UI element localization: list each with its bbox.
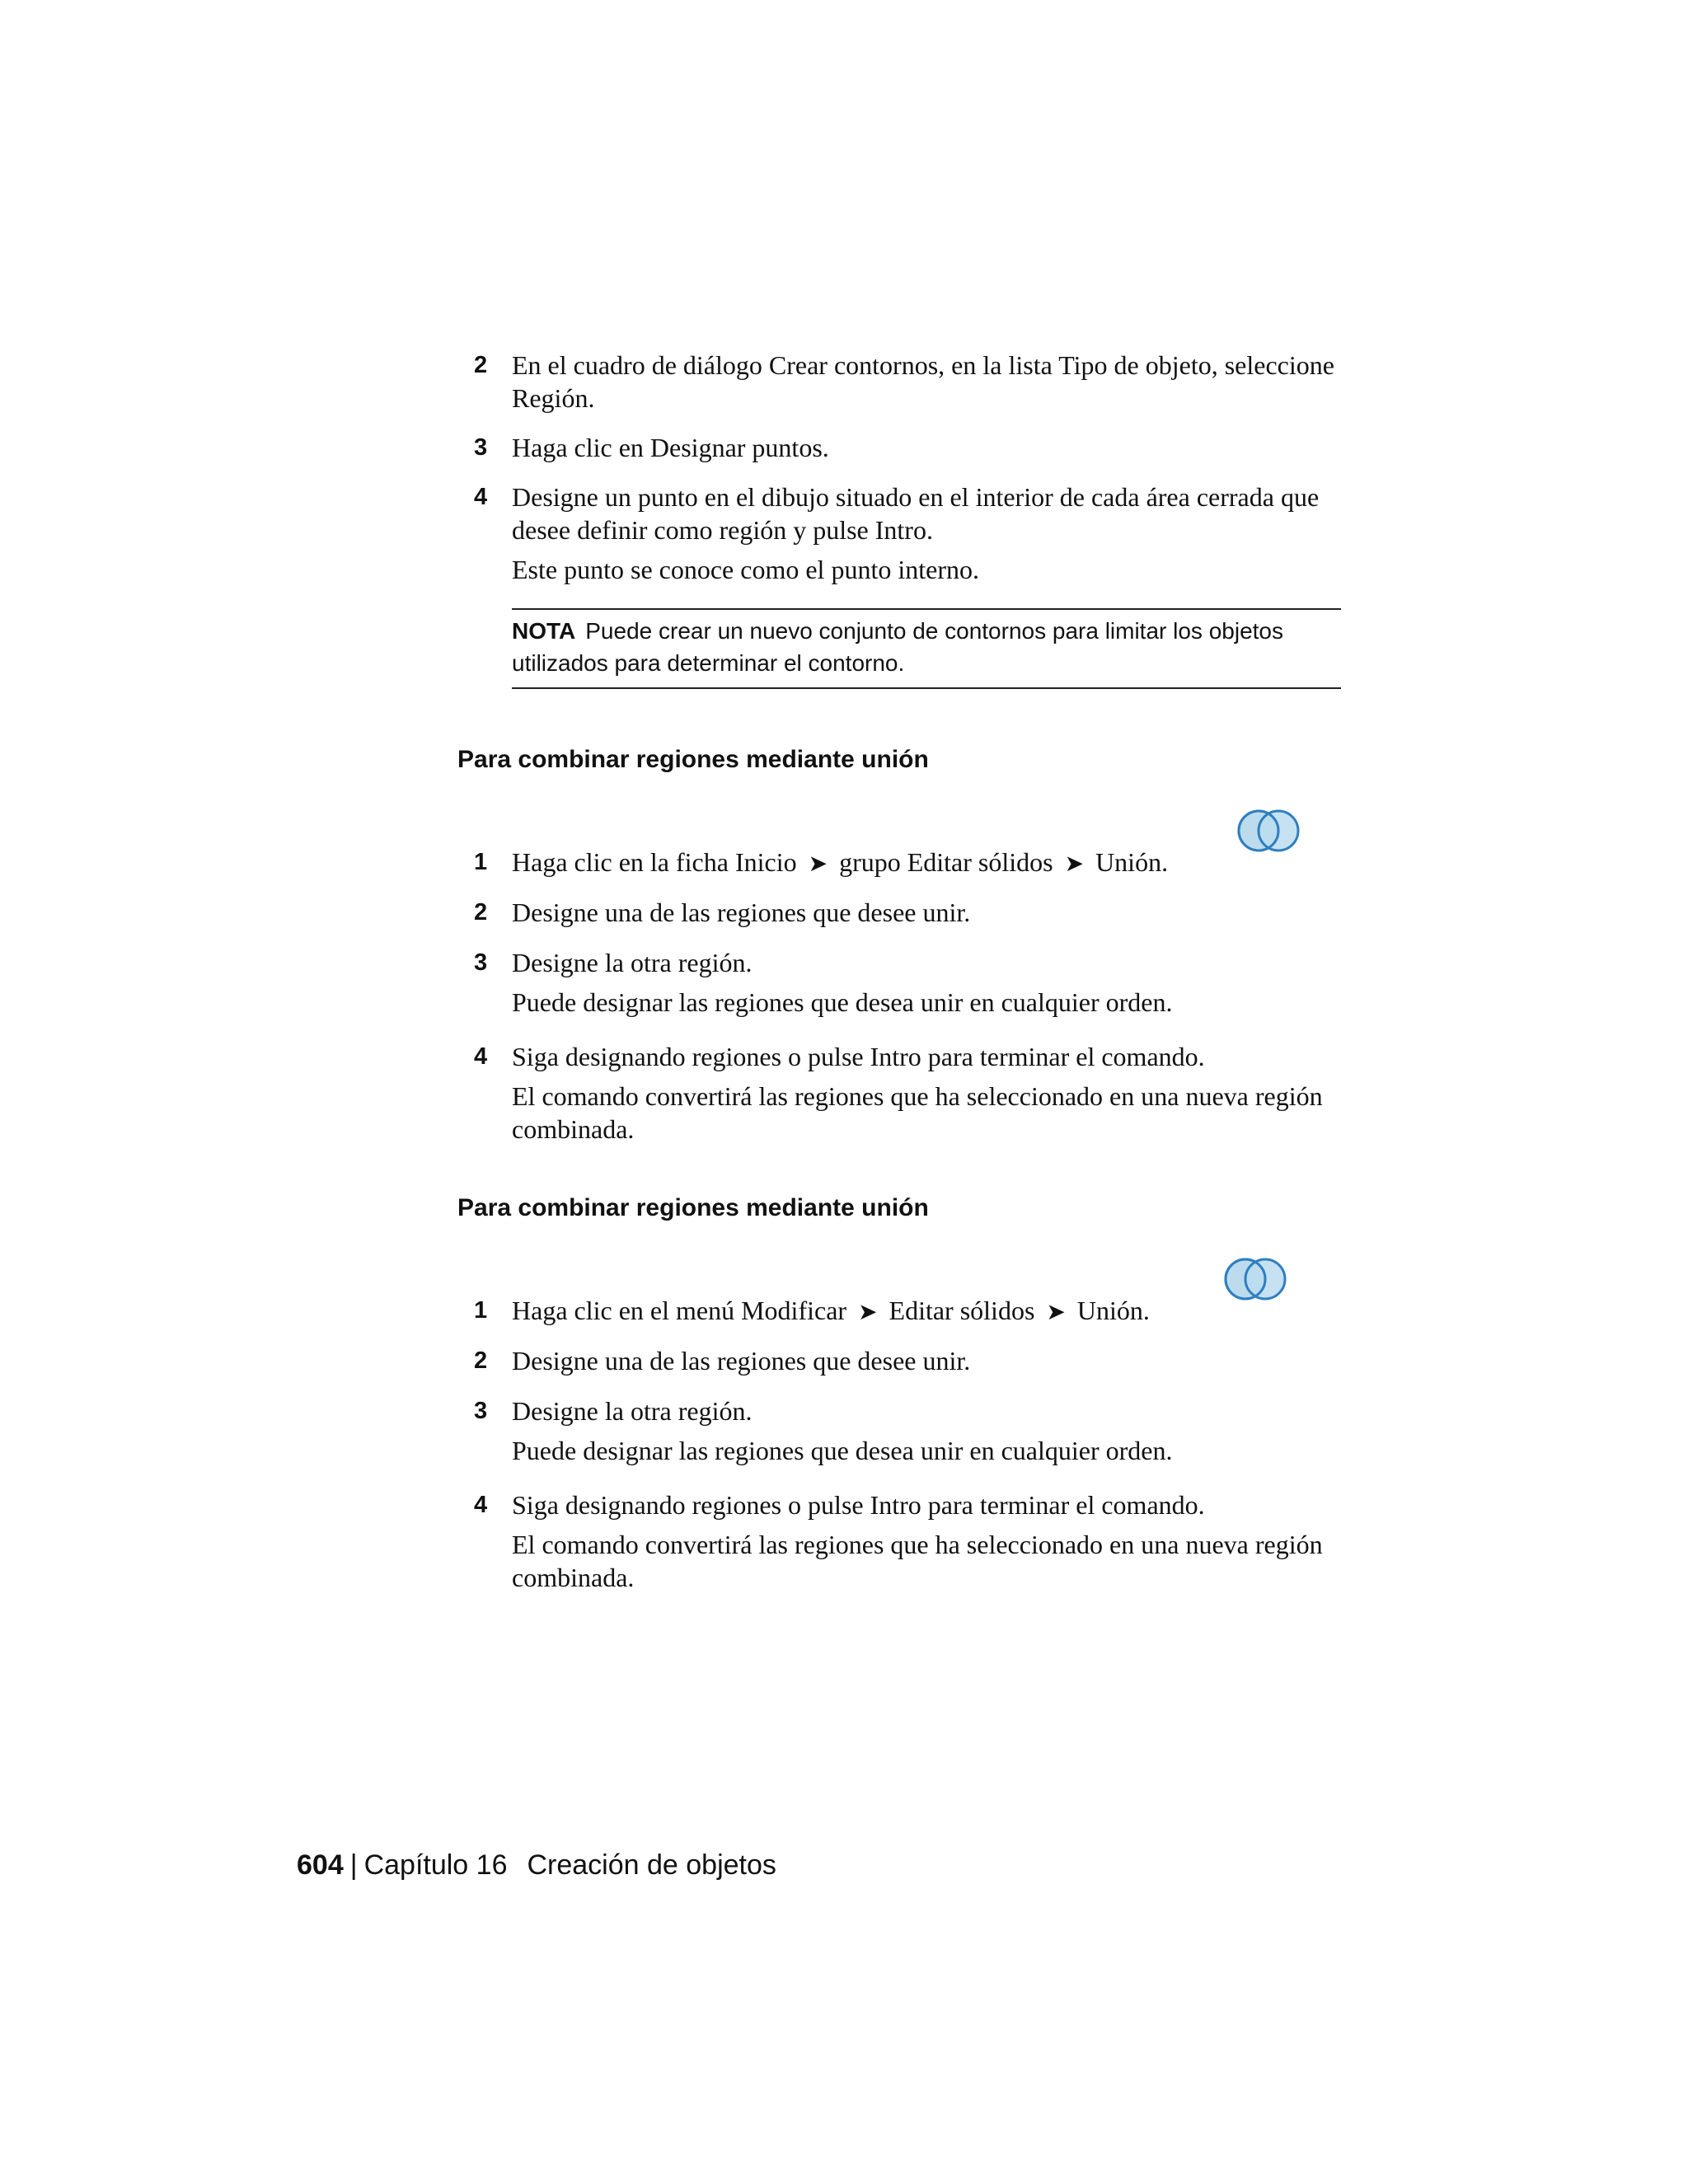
step-text: Siga designando regiones o pulse Intro para terminar el comando. bbox=[512, 1490, 1205, 1520]
arrow-icon: ➤ bbox=[808, 850, 828, 877]
step-number: 2 bbox=[474, 352, 488, 378]
section-heading-ribbon: Para combinar regiones mediante unión bbox=[457, 746, 929, 773]
step-subtext: Puede designar las regiones que desea unir en cualquier orden. bbox=[512, 1436, 1173, 1465]
page-number: 604 bbox=[297, 1849, 344, 1881]
ribbon-group-text: grupo Editar sólidos bbox=[839, 847, 1053, 877]
step-3-menu bbox=[457, 1394, 1343, 1467]
step-number: 4 bbox=[474, 484, 488, 510]
step-3-intro bbox=[457, 431, 1343, 464]
menu-text: Haga clic en el menú Modificar bbox=[512, 1296, 847, 1325]
step-4-ribbon bbox=[457, 1040, 1343, 1146]
step-text: Designe una de las regiones que desee unir. bbox=[512, 898, 971, 927]
arrow-icon: ➤ bbox=[1064, 850, 1085, 877]
step-text: Designe la otra región. bbox=[512, 1396, 753, 1426]
step-number: 4 bbox=[474, 1492, 488, 1518]
union-command-text: Unión. bbox=[1095, 847, 1169, 877]
step-4-intro bbox=[457, 480, 1343, 586]
step-text: En el cuadro de diálogo Crear contornos, en la lista Tipo de objeto, seleccione Región. bbox=[512, 350, 1334, 413]
step-text bbox=[512, 846, 1343, 880]
step-3-ribbon bbox=[457, 946, 1343, 1019]
step-2-ribbon bbox=[457, 896, 1343, 929]
step-subtext: Este punto se conoce como el punto interno. bbox=[512, 555, 979, 584]
step-subtext: El comando convertirá las regiones que ha seleccionado en una nueva región combinada. bbox=[512, 1081, 1323, 1144]
step-number: 3 bbox=[474, 1398, 488, 1424]
ribbon-tab-text: Haga clic en la ficha Inicio bbox=[512, 847, 797, 877]
step-1-ribbon bbox=[457, 846, 1343, 880]
step-number: 2 bbox=[474, 899, 488, 926]
step-text: Haga clic en Designar puntos. bbox=[512, 433, 829, 462]
step-number: 1 bbox=[474, 849, 488, 875]
chapter-label: Capítulo 16 bbox=[363, 1849, 508, 1881]
step-text: Designe un punto en el dibujo situado en el interior de cada área cerrada que desee definir como región y pulse Intro. bbox=[512, 482, 1320, 545]
section-heading-menu: Para combinar regiones mediante unión bbox=[457, 1194, 929, 1221]
step-4-menu bbox=[457, 1488, 1343, 1594]
step-text: Siga designando regiones o pulse Intro para terminar el comando. bbox=[512, 1042, 1205, 1071]
step-text bbox=[512, 1294, 1343, 1329]
page-footer bbox=[297, 1847, 776, 1883]
footer-separator: | bbox=[349, 1849, 358, 1881]
step-number: 1 bbox=[474, 1297, 488, 1324]
step-subtext: Puede designar las regiones que desea unir en cualquier orden. bbox=[512, 987, 1173, 1017]
step-text: Designe la otra región. bbox=[512, 948, 753, 977]
step-number: 4 bbox=[474, 1043, 488, 1070]
arrow-icon: ➤ bbox=[1046, 1298, 1066, 1325]
union-command-text: Unión. bbox=[1076, 1296, 1150, 1325]
step-text: Designe una de las regiones que desee unir. bbox=[512, 1346, 971, 1376]
step-2-intro bbox=[457, 349, 1343, 415]
step-1-menu bbox=[457, 1294, 1343, 1329]
note-box bbox=[512, 608, 1341, 689]
step-number: 3 bbox=[474, 434, 488, 461]
arrow-icon: ➤ bbox=[858, 1298, 878, 1325]
step-2-menu bbox=[457, 1344, 1343, 1377]
chapter-title: Creación de objetos bbox=[527, 1849, 776, 1881]
submenu-text: Editar sólidos bbox=[889, 1296, 1035, 1325]
step-subtext: El comando convertirá las regiones que ha seleccionado en una nueva región combinada. bbox=[512, 1530, 1323, 1592]
step-number: 2 bbox=[474, 1347, 488, 1374]
note-label: NOTA bbox=[512, 618, 576, 644]
note-text: Puede crear un nuevo conjunto de contornos para limitar los objetos utilizados para determinar el contorno. bbox=[512, 618, 1283, 676]
step-number: 3 bbox=[474, 949, 488, 976]
